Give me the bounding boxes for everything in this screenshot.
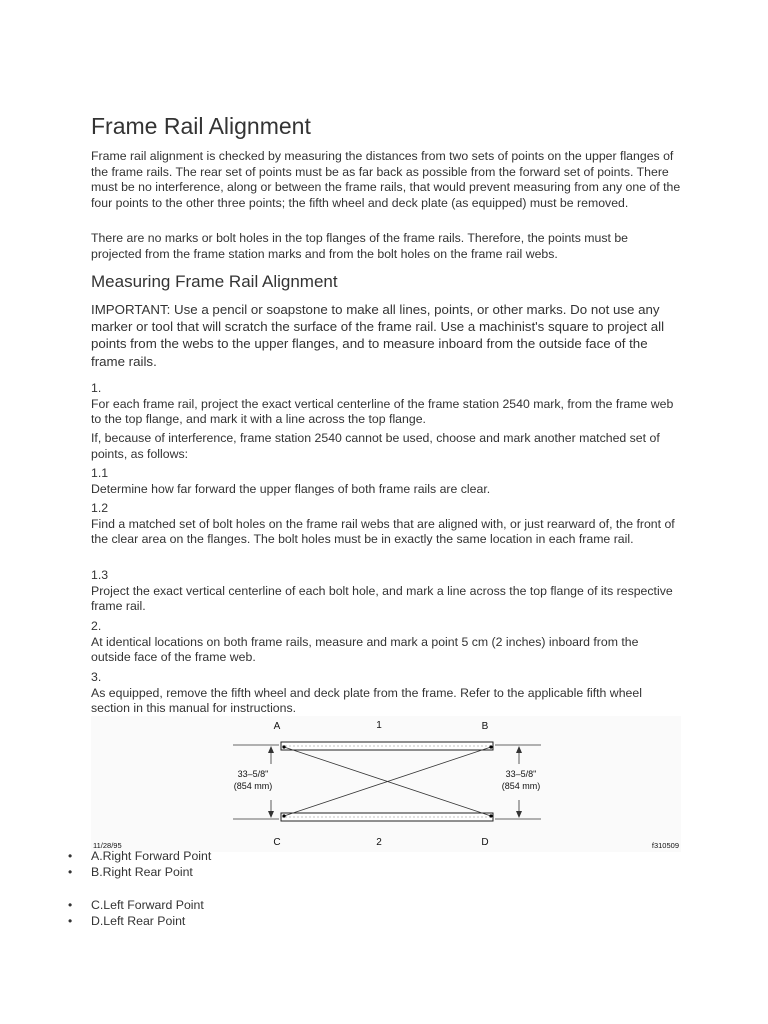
step-number: 3. [91,670,102,684]
dim-left-inches: 33–5/8" [237,769,269,779]
intro-paragraph-1: Frame rail alignment is checked by measuring the distances from two sets of points on the upper flanges of the frame rails. The rear set of points must be as far back as possible from the forward set of points. There must be no interference, along or between the frame rails, that would prevent measuring from any one of the four points to the other three points; the fifth wheel and deck plate (as equipped) must be removed. [91,149,681,210]
point-c [282,814,285,817]
frame-rail-diagram-svg [91,716,681,852]
intro-paragraph-2: There are no marks or bolt holes in the top flanges of the frame rails. Therefore, the points must be projected from the frame station marks and from the bolt holes on the frame rail webs. [91,231,629,261]
step-1-1 [91,466,681,497]
step-1 [91,381,681,428]
list-item [68,913,204,930]
label-b: B [481,721,489,732]
point-b [489,745,492,748]
figure-background [91,716,681,852]
figure-date: 11/28/95 [93,841,122,850]
important-note: IMPORTANT: Use a pencil or soapstone to make all lines, points, or other marks. Do not use any marker or tool that will scratch the surface of the frame rail. Use a machinist's square to project all points from the webs to the upper flanges, and to measure inboard from the outside face of the frame rails. [91,302,665,369]
step-1-2 [91,501,681,548]
step-number: 2. [91,619,102,633]
bullet-icon: • [68,898,73,912]
page-title: Frame Rail Alignment [91,113,311,139]
step-text: Determine how far forward the upper flanges of both frame rails are clear. [91,481,491,496]
dim-right-inches: 33–5/8" [505,769,537,779]
label-1: 1 [376,720,382,731]
step-text: Find a matched set of bolt holes on the frame rail webs that are aligned with, or just rearward of, the front of the clear area on the flanges. The bolt holes must be in exactly the same location in each frame rail. [91,516,675,547]
bullet-icon: • [68,849,73,863]
point-d [489,814,492,817]
point-list-right [68,849,212,881]
step-text: For each frame rail, project the exact vertical centerline of the frame station 2540 mark, from the frame web to the top flange, and mark it with a line across the top flange. [91,396,674,427]
list-item-label: B.Right Rear Point [91,864,193,879]
step-1-3 [91,568,681,615]
step-2 [91,619,681,666]
rail-2 [281,813,493,821]
bullet-icon: • [68,913,73,928]
list-item [68,849,212,865]
step-text: As equipped, remove the fifth wheel and deck plate from the frame. Refer to the applicable fifth wheel section in this manual for instructions. [91,685,642,716]
dim-right-mm: (854 mm) [501,781,541,791]
label-d: D [481,837,489,848]
step-alternate-note [91,431,681,462]
label-c: C [273,837,281,848]
step-text: Project the exact vertical centerline of each bolt hole, and mark a line across the top flange of its respective frame rail. [91,583,673,614]
step-number: 1.3 [91,568,109,582]
list-item-label: A.Right Forward Point [91,849,212,863]
label-a: A [273,721,281,732]
rail-1 [281,742,493,750]
point-list-left [68,898,204,930]
list-item-label: C.Left Forward Point [91,898,204,912]
step-text: If, because of interference, frame station 2540 cannot be used, choose and mark another matched set of points, as follows: [91,431,660,461]
step-text: At identical locations on both frame rails, measure and mark a point 5 cm (2 inches) inboard from the outside face of the frame web. [91,634,639,665]
figure-id: f310509 [651,841,679,850]
frame-rail-diagram [91,716,681,852]
step-3 [91,670,681,717]
bullet-icon: • [68,864,73,879]
dim-left-mm: (854 mm) [233,781,273,791]
step-number: 1.1 [91,466,109,480]
section-heading: Measuring Frame Rail Alignment [91,272,338,291]
point-a [282,745,285,748]
step-number: 1. [91,381,102,395]
list-item [68,898,204,914]
list-item [68,864,211,881]
label-2: 2 [376,837,382,848]
list-item-label: D.Left Rear Point [91,913,186,928]
step-number: 1.2 [91,501,109,515]
